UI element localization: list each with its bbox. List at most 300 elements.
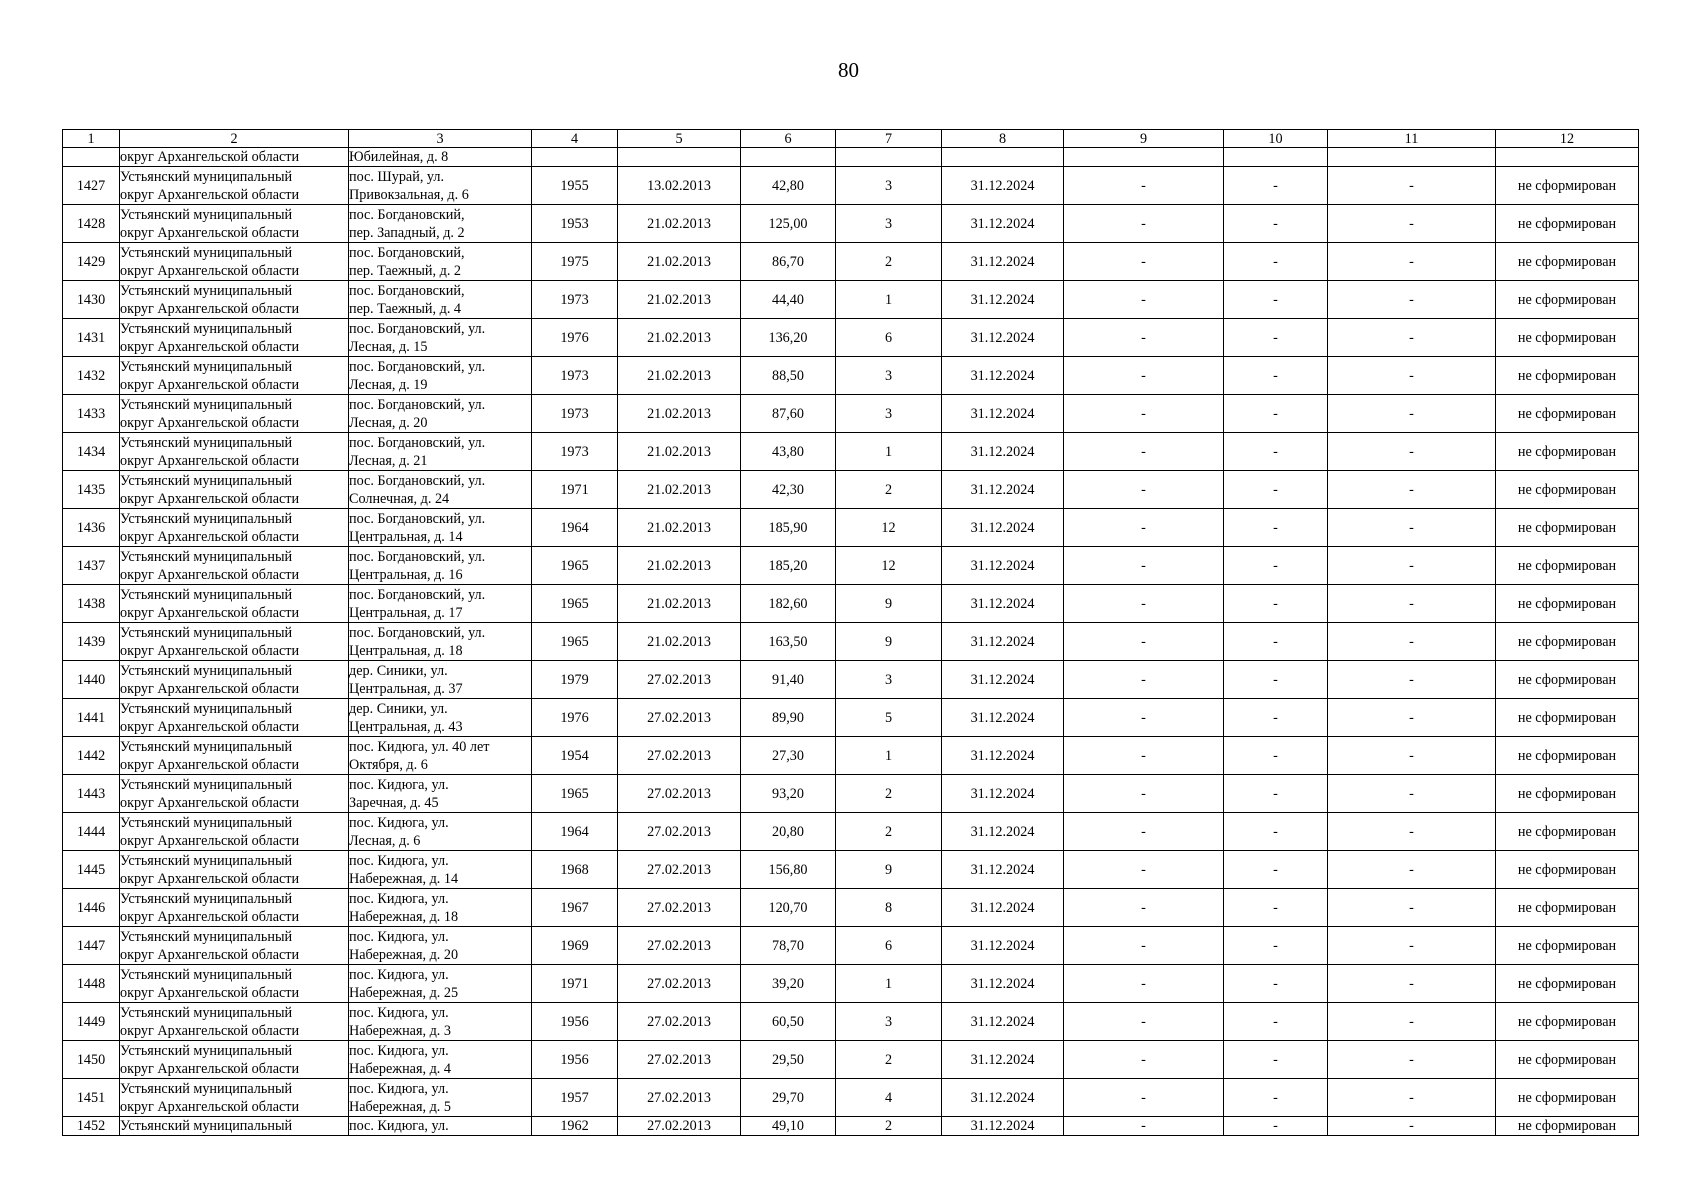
- cell-owner-line: Устьянский муниципальный: [120, 320, 293, 337]
- column-number-5: 5: [618, 130, 741, 148]
- cell-owner: [120, 585, 349, 623]
- cell-year: 1973: [532, 281, 618, 319]
- cell-col11: -: [1328, 243, 1496, 281]
- column-number-1: 1: [63, 130, 120, 148]
- cell-count: 6: [836, 319, 942, 357]
- cell-area: 88,50: [741, 357, 836, 395]
- table-row: [63, 1117, 1639, 1136]
- cell-col10: -: [1224, 623, 1328, 661]
- cell-address-line: пос. Богдановский, ул.: [349, 510, 486, 527]
- cell-area: 182,60: [741, 585, 836, 623]
- cell-address: [349, 395, 532, 433]
- cell-year: 1976: [532, 319, 618, 357]
- cell-col9: -: [1064, 965, 1224, 1003]
- cell-address-line: пос. Богдановский, ул.: [349, 548, 486, 565]
- cell-area: 93,20: [741, 775, 836, 813]
- cell-owner-line: округ Архангельской области: [120, 794, 300, 811]
- cell-address-line: Набережная, д. 25: [349, 984, 459, 1001]
- cell-owner: Устьянский муниципальный: [120, 1117, 349, 1136]
- cell-no: 1435: [63, 471, 120, 509]
- cell-col11: -: [1328, 509, 1496, 547]
- cell-col11: -: [1328, 965, 1496, 1003]
- cell-area: 29,50: [741, 1041, 836, 1079]
- cell-deadline: 31.12.2024: [942, 319, 1064, 357]
- cell-date: 27.02.2013: [618, 737, 741, 775]
- cell-address: [349, 813, 532, 851]
- cell-address-line: Заречная, д. 45: [349, 794, 439, 811]
- cell-owner: [120, 699, 349, 737]
- cell-deadline: 31.12.2024: [942, 699, 1064, 737]
- cell-area: 156,80: [741, 851, 836, 889]
- cell-area: 163,50: [741, 623, 836, 661]
- cell-owner-line: округ Архангельской области: [120, 832, 300, 849]
- cell-count: 1: [836, 281, 942, 319]
- cell-no: 1437: [63, 547, 120, 585]
- cell-col10: -: [1224, 281, 1328, 319]
- cell-col10: -: [1224, 889, 1328, 927]
- cell-address-line: Лесная, д. 20: [349, 414, 428, 431]
- cell-no: 1429: [63, 243, 120, 281]
- cell-address-line: пер. Таежный, д. 2: [349, 262, 462, 279]
- cell-no: 1433: [63, 395, 120, 433]
- cell-date: 21.02.2013: [618, 433, 741, 471]
- cell-count: 3: [836, 357, 942, 395]
- cell-date: 27.02.2013: [618, 813, 741, 851]
- cell-col9: -: [1064, 395, 1224, 433]
- cell-no: 1428: [63, 205, 120, 243]
- cell-year: 1979: [532, 661, 618, 699]
- cell-date: 27.02.2013: [618, 1117, 741, 1136]
- cell-col11: -: [1328, 1079, 1496, 1117]
- cell-deadline: 31.12.2024: [942, 167, 1064, 205]
- cell-col10: -: [1224, 509, 1328, 547]
- cell-owner-line: Устьянский муниципальный: [120, 700, 293, 717]
- column-number-row: [63, 130, 1639, 148]
- cell-owner-line: округ Архангельской области: [120, 528, 300, 545]
- cell-year: 1973: [532, 433, 618, 471]
- cell-address-line: Лесная, д. 19: [349, 376, 428, 393]
- cell-col9: -: [1064, 471, 1224, 509]
- cell-date: 27.02.2013: [618, 1041, 741, 1079]
- cell-address-line: пос. Богдановский, ул.: [349, 434, 486, 451]
- cell-date: 27.02.2013: [618, 699, 741, 737]
- cell-count: 2: [836, 471, 942, 509]
- cell-owner-line: Устьянский муниципальный: [120, 890, 293, 907]
- cell-address: Юбилейная, д. 8: [349, 148, 532, 167]
- cell-no: 1445: [63, 851, 120, 889]
- cell-col11: -: [1328, 1117, 1496, 1136]
- cell-count: 8: [836, 889, 942, 927]
- table-row: [63, 623, 1639, 661]
- cell-status: не сформирован: [1496, 433, 1639, 471]
- cell-status: не сформирован: [1496, 509, 1639, 547]
- cell-col11: -: [1328, 585, 1496, 623]
- cell-date: 21.02.2013: [618, 471, 741, 509]
- cell-date: 21.02.2013: [618, 547, 741, 585]
- cell-no: 1440: [63, 661, 120, 699]
- cell-address-line: Октября, д. 6: [349, 756, 428, 773]
- cell-area: 44,40: [741, 281, 836, 319]
- cell-col11: -: [1328, 927, 1496, 965]
- cell-col10: -: [1224, 661, 1328, 699]
- table-row: [63, 1041, 1639, 1079]
- cell-deadline: 31.12.2024: [942, 433, 1064, 471]
- cell-owner: [120, 1041, 349, 1079]
- cell-count: 9: [836, 623, 942, 661]
- cell-deadline: 31.12.2024: [942, 775, 1064, 813]
- cell-col11: -: [1328, 623, 1496, 661]
- cell-owner: [120, 775, 349, 813]
- cell-address: [349, 1041, 532, 1079]
- cell-year: 1957: [532, 1079, 618, 1117]
- cell-year: 1965: [532, 547, 618, 585]
- cell-count: 12: [836, 547, 942, 585]
- cell-no: 1449: [63, 1003, 120, 1041]
- cell-year: 1975: [532, 243, 618, 281]
- cell-col9: -: [1064, 1117, 1224, 1136]
- cell-col10: -: [1224, 243, 1328, 281]
- cell-address: [349, 547, 532, 585]
- cell-count: 5: [836, 699, 942, 737]
- cell-deadline: 31.12.2024: [942, 205, 1064, 243]
- cell-date: 27.02.2013: [618, 775, 741, 813]
- column-number-12: 12: [1496, 130, 1639, 148]
- column-number-7: 7: [836, 130, 942, 148]
- cell-col10: -: [1224, 357, 1328, 395]
- cell-date: [618, 148, 741, 167]
- cell-owner: [120, 889, 349, 927]
- cell-year: 1964: [532, 509, 618, 547]
- cell-owner-line: Устьянский муниципальный: [120, 1004, 293, 1021]
- cell-status: не сформирован: [1496, 623, 1639, 661]
- cell-status: не сформирован: [1496, 699, 1639, 737]
- cell-address-line: дер. Синики, ул.: [349, 662, 448, 679]
- table-row: [63, 509, 1639, 547]
- cell-status: не сформирован: [1496, 395, 1639, 433]
- cell-owner-line: Устьянский муниципальный: [120, 966, 293, 983]
- cell-no: 1427: [63, 167, 120, 205]
- cell-address: [349, 319, 532, 357]
- cell-year: 1956: [532, 1041, 618, 1079]
- cell-col9: -: [1064, 319, 1224, 357]
- cell-year: 1976: [532, 699, 618, 737]
- cell-area: 91,40: [741, 661, 836, 699]
- cell-no: 1438: [63, 585, 120, 623]
- cell-col9: -: [1064, 547, 1224, 585]
- cell-col10: -: [1224, 319, 1328, 357]
- cell-area: 185,20: [741, 547, 836, 585]
- cell-col10: -: [1224, 775, 1328, 813]
- cell-year: 1962: [532, 1117, 618, 1136]
- cell-owner-line: округ Архангельской области: [120, 642, 300, 659]
- cell-address-line: Набережная, д. 18: [349, 908, 459, 925]
- cell-owner: [120, 927, 349, 965]
- cell-address-line: пос. Шурай, ул.: [349, 168, 445, 185]
- cell-col9: -: [1064, 1041, 1224, 1079]
- cell-owner-line: Устьянский муниципальный: [120, 1080, 293, 1097]
- cell-owner-line: округ Архангельской области: [120, 680, 300, 697]
- cell-address-line: пос. Кидюга, ул. 40 лет: [349, 738, 490, 755]
- cell-year: 1973: [532, 357, 618, 395]
- cell-col9: [1064, 148, 1224, 167]
- cell-deadline: 31.12.2024: [942, 243, 1064, 281]
- cell-address-line: пос. Богдановский, ул.: [349, 586, 486, 603]
- cell-col9: -: [1064, 509, 1224, 547]
- cell-count: 2: [836, 1041, 942, 1079]
- cell-col11: -: [1328, 1003, 1496, 1041]
- cell-count: 3: [836, 395, 942, 433]
- cell-owner: [120, 395, 349, 433]
- cell-col9: -: [1064, 661, 1224, 699]
- cell-count: 3: [836, 661, 942, 699]
- cell-year: 1971: [532, 471, 618, 509]
- cell-owner-line: округ Архангельской области: [120, 300, 300, 317]
- cell-no: 1443: [63, 775, 120, 813]
- cell-address-line: пос. Богдановский, ул.: [349, 472, 486, 489]
- cell-count: 9: [836, 585, 942, 623]
- table-row: [63, 148, 1639, 167]
- cell-no: 1444: [63, 813, 120, 851]
- cell-deadline: 31.12.2024: [942, 813, 1064, 851]
- cell-col11: -: [1328, 281, 1496, 319]
- cell-address-line: Набережная, д. 14: [349, 870, 459, 887]
- cell-area: 136,20: [741, 319, 836, 357]
- cell-col9: -: [1064, 775, 1224, 813]
- cell-col11: -: [1328, 775, 1496, 813]
- cell-area: [741, 148, 836, 167]
- cell-count: 1: [836, 433, 942, 471]
- cell-address-line: пос. Кидюга, ул.: [349, 1042, 449, 1059]
- cell-owner: [120, 509, 349, 547]
- cell-col9: -: [1064, 585, 1224, 623]
- cell-address-line: пос. Кидюга, ул.: [349, 966, 449, 983]
- cell-no: 1439: [63, 623, 120, 661]
- cell-owner: [120, 1079, 349, 1117]
- column-number-3: 3: [349, 130, 532, 148]
- cell-date: 27.02.2013: [618, 1003, 741, 1041]
- cell-deadline: 31.12.2024: [942, 965, 1064, 1003]
- cell-owner: [120, 243, 349, 281]
- cell-area: 49,10: [741, 1117, 836, 1136]
- cell-deadline: 31.12.2024: [942, 1003, 1064, 1041]
- cell-area: 87,60: [741, 395, 836, 433]
- cell-address-line: пос. Кидюга, ул.: [349, 1080, 449, 1097]
- cell-address-line: Центральная, д. 43: [349, 718, 463, 735]
- cell-year: 1973: [532, 395, 618, 433]
- cell-date: 21.02.2013: [618, 205, 741, 243]
- cell-status: не сформирован: [1496, 927, 1639, 965]
- cell-col10: [1224, 148, 1328, 167]
- cell-owner: [120, 281, 349, 319]
- cell-owner-line: округ Архангельской области: [120, 1022, 300, 1039]
- cell-col11: -: [1328, 547, 1496, 585]
- cell-owner-line: округ Архангельской области: [120, 338, 300, 355]
- cell-owner: [120, 737, 349, 775]
- cell-count: 2: [836, 775, 942, 813]
- cell-year: 1955: [532, 167, 618, 205]
- table-row: [63, 243, 1639, 281]
- cell-col10: -: [1224, 1117, 1328, 1136]
- cell-address-line: Набережная, д. 3: [349, 1022, 451, 1039]
- cell-area: 20,80: [741, 813, 836, 851]
- cell-no: 1452: [63, 1117, 120, 1136]
- cell-status: не сформирован: [1496, 319, 1639, 357]
- cell-deadline: 31.12.2024: [942, 471, 1064, 509]
- cell-count: 4: [836, 1079, 942, 1117]
- cell-owner-line: Устьянский муниципальный: [120, 396, 293, 413]
- cell-count: 2: [836, 1117, 942, 1136]
- cell-col11: -: [1328, 661, 1496, 699]
- cell-address-line: пос. Кидюга, ул.: [349, 928, 449, 945]
- column-number-6: 6: [741, 130, 836, 148]
- cell-owner-line: округ Архангельской области: [120, 908, 300, 925]
- cell-owner-line: Устьянский муниципальный: [120, 206, 293, 223]
- cell-area: 43,80: [741, 433, 836, 471]
- cell-no: 1436: [63, 509, 120, 547]
- cell-owner-line: Устьянский муниципальный: [120, 662, 293, 679]
- cell-address-line: Привокзальная, д. 6: [349, 186, 469, 203]
- cell-status: не сформирован: [1496, 889, 1639, 927]
- cell-address: [349, 281, 532, 319]
- cell-owner-line: округ Архангельской области: [120, 414, 300, 431]
- cell-address-line: Лесная, д. 6: [349, 832, 421, 849]
- cell-deadline: 31.12.2024: [942, 623, 1064, 661]
- cell-address: [349, 509, 532, 547]
- cell-count: 6: [836, 927, 942, 965]
- cell-address: [349, 1079, 532, 1117]
- cell-date: 27.02.2013: [618, 851, 741, 889]
- cell-col11: [1328, 148, 1496, 167]
- cell-no: 1441: [63, 699, 120, 737]
- cell-owner: [120, 319, 349, 357]
- cell-col11: -: [1328, 205, 1496, 243]
- cell-count: 2: [836, 813, 942, 851]
- cell-no: 1451: [63, 1079, 120, 1117]
- cell-col10: -: [1224, 585, 1328, 623]
- cell-owner: [120, 167, 349, 205]
- cell-area: 89,90: [741, 699, 836, 737]
- cell-col11: -: [1328, 1041, 1496, 1079]
- cell-owner-line: округ Архангельской области: [120, 870, 300, 887]
- cell-address-line: пос. Кидюга, ул.: [349, 852, 449, 869]
- cell-count: 1: [836, 965, 942, 1003]
- cell-status: не сформирован: [1496, 1079, 1639, 1117]
- cell-col9: -: [1064, 813, 1224, 851]
- cell-col9: -: [1064, 243, 1224, 281]
- cell-area: 86,70: [741, 243, 836, 281]
- cell-count: 12: [836, 509, 942, 547]
- cell-date: 21.02.2013: [618, 319, 741, 357]
- cell-area: 42,80: [741, 167, 836, 205]
- cell-col10: -: [1224, 927, 1328, 965]
- cell-year: 1969: [532, 927, 618, 965]
- table-row: [63, 699, 1639, 737]
- cell-date: 21.02.2013: [618, 243, 741, 281]
- cell-col9: -: [1064, 433, 1224, 471]
- cell-address-line: пос. Богдановский, ул.: [349, 358, 486, 375]
- cell-status: не сформирован: [1496, 167, 1639, 205]
- cell-owner: [120, 471, 349, 509]
- cell-col10: -: [1224, 1003, 1328, 1041]
- cell-col10: -: [1224, 433, 1328, 471]
- cell-owner-line: Устьянский муниципальный: [120, 586, 293, 603]
- cell-col10: -: [1224, 699, 1328, 737]
- cell-area: 42,30: [741, 471, 836, 509]
- cell-count: [836, 148, 942, 167]
- cell-col9: -: [1064, 927, 1224, 965]
- cell-owner-line: округ Архангельской области: [120, 566, 300, 583]
- table-row: [63, 737, 1639, 775]
- cell-status: [1496, 148, 1639, 167]
- cell-col10: -: [1224, 813, 1328, 851]
- cell-address-line: Лесная, д. 15: [349, 338, 428, 355]
- cell-year: 1965: [532, 623, 618, 661]
- cell-col9: -: [1064, 623, 1224, 661]
- column-number-10: 10: [1224, 130, 1328, 148]
- cell-address: [349, 661, 532, 699]
- cell-address-line: Центральная, д. 18: [349, 642, 463, 659]
- table-row: [63, 319, 1639, 357]
- table-row: [63, 433, 1639, 471]
- cell-col11: -: [1328, 851, 1496, 889]
- cell-col10: -: [1224, 547, 1328, 585]
- cell-no: 1434: [63, 433, 120, 471]
- cell-owner-line: округ Архангельской области: [120, 262, 300, 279]
- cell-status: не сформирован: [1496, 1003, 1639, 1041]
- cell-deadline: 31.12.2024: [942, 1117, 1064, 1136]
- table-row: [63, 547, 1639, 585]
- cell-col11: -: [1328, 889, 1496, 927]
- cell-col9: -: [1064, 699, 1224, 737]
- cell-owner-line: округ Архангельской области: [120, 376, 300, 393]
- cell-owner-line: Устьянский муниципальный: [120, 358, 293, 375]
- table-row: [63, 927, 1639, 965]
- cell-status: не сформирован: [1496, 281, 1639, 319]
- cell-year: 1967: [532, 889, 618, 927]
- cell-area: 185,90: [741, 509, 836, 547]
- table-row: [63, 585, 1639, 623]
- cell-owner-line: округ Архангельской области: [120, 224, 300, 241]
- cell-owner-line: округ Архангельской области: [120, 452, 300, 469]
- cell-col9: -: [1064, 281, 1224, 319]
- cell-status: не сформирован: [1496, 205, 1639, 243]
- cell-col11: -: [1328, 699, 1496, 737]
- cell-owner: [120, 623, 349, 661]
- cell-date: 27.02.2013: [618, 889, 741, 927]
- cell-status: не сформирован: [1496, 737, 1639, 775]
- cell-year: 1968: [532, 851, 618, 889]
- cell-year: 1965: [532, 585, 618, 623]
- cell-area: 120,70: [741, 889, 836, 927]
- cell-no: 1450: [63, 1041, 120, 1079]
- cell-owner-line: Устьянский муниципальный: [120, 852, 293, 869]
- cell-col11: -: [1328, 433, 1496, 471]
- cell-owner-line: Устьянский муниципальный: [120, 168, 293, 185]
- cell-date: 21.02.2013: [618, 395, 741, 433]
- cell-no: 1442: [63, 737, 120, 775]
- cell-col10: -: [1224, 1079, 1328, 1117]
- cell-col11: -: [1328, 167, 1496, 205]
- cell-deadline: 31.12.2024: [942, 661, 1064, 699]
- cell-status: не сформирован: [1496, 585, 1639, 623]
- cell-col10: -: [1224, 471, 1328, 509]
- cell-owner-line: округ Архангельской области: [120, 604, 300, 621]
- cell-deadline: 31.12.2024: [942, 357, 1064, 395]
- cell-deadline: 31.12.2024: [942, 585, 1064, 623]
- cell-address: [349, 585, 532, 623]
- cell-status: не сформирован: [1496, 661, 1639, 699]
- column-number-9: 9: [1064, 130, 1224, 148]
